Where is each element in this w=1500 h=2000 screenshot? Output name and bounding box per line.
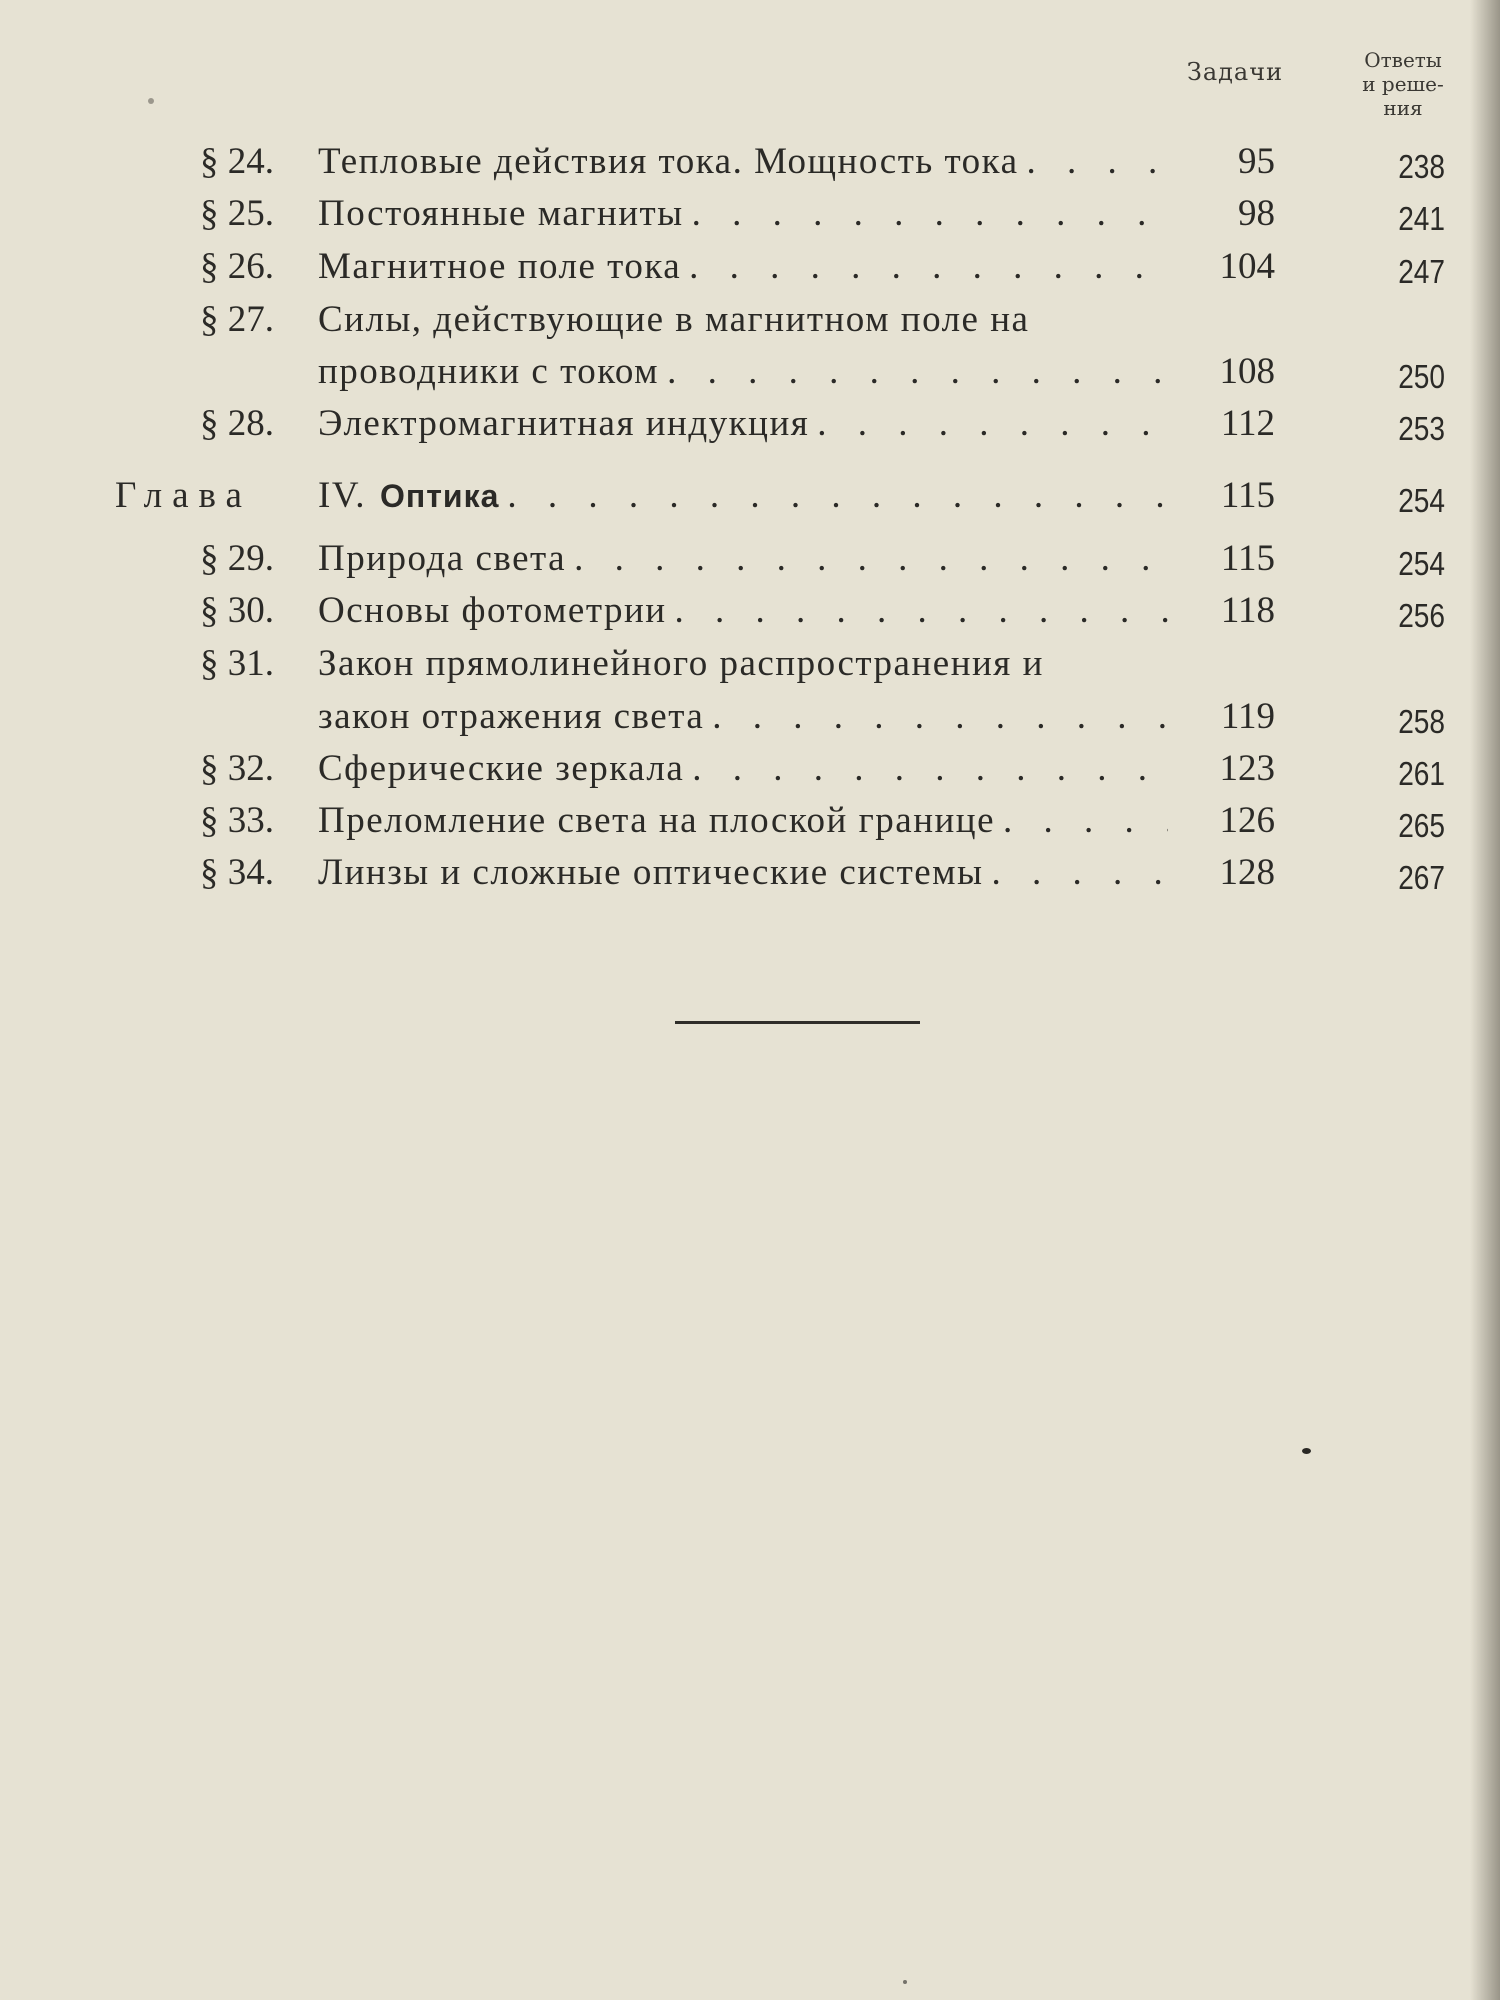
task-page: 104 [1219,246,1275,287]
task-page: 119 [1220,696,1275,737]
section-title-line [318,747,1168,799]
section-title-line [318,589,1168,641]
column-header-answers [1348,48,1458,120]
section-title: Постоянные магниты [318,193,684,234]
end-rule [675,1021,920,1024]
section-title: Сферические зеркала [318,748,685,789]
section-title-continued: проводники с током [318,351,660,392]
toc-entry-24 [0,140,1500,192]
answer-page: 241 [1398,200,1445,237]
answer-page: 253 [1398,410,1445,447]
chapter-title: Оптика [380,478,500,514]
toc-entry-32 [0,747,1500,799]
section-title: Основы фотометрии [318,590,667,631]
task-page: 126 [1219,800,1275,841]
section-title: Силы, действующие в магнитном поле на [318,299,1030,340]
answer-page: 238 [1398,148,1445,185]
toc-entry-29 [0,537,1500,589]
section-title-line [318,695,1168,747]
answer-page: 267 [1398,859,1445,896]
section-number: § 28. [200,403,274,444]
task-page: 128 [1219,852,1275,893]
toc-entry-26 [0,245,1500,297]
chapter-title-line [318,474,1168,526]
dot-leader [991,851,1168,894]
section-number: § 33. [200,800,274,841]
toc-entry-33 [0,799,1500,851]
section-number: § 26. [200,246,274,287]
section-title: Закон прямолинейного распространения и [318,643,1044,684]
dot-leader [1003,799,1168,842]
section-number: § 31. [200,643,274,684]
chapter-label: Глава [115,475,252,516]
section-number: § 30. [200,590,274,631]
answer-page: 254 [1398,482,1445,519]
answer-page: 265 [1398,807,1445,844]
dot-leader [1027,140,1168,183]
task-page: 95 [1238,141,1275,182]
section-title-line [318,245,1168,297]
section-title: Магнитное поле тока [318,246,682,287]
answer-page: 261 [1398,755,1445,792]
dot-leader [507,474,1168,517]
dot-leader [667,350,1168,393]
section-title: Природа света [318,538,567,579]
answer-page: 254 [1398,545,1445,582]
toc-entry-34 [0,851,1500,903]
section-number: § 32. [200,748,274,789]
section-title: Линзы и сложные оптические системы [318,852,984,893]
section-number: § 29. [200,538,274,579]
answer-page: 247 [1398,253,1445,290]
answer-page: 258 [1398,703,1445,740]
toc-chapter-4 [0,474,1500,526]
dot-leader [574,537,1168,580]
dot-leader [689,245,1168,288]
toc-entry-31 [0,642,1500,694]
dot-leader [712,695,1168,738]
section-title-line [318,350,1168,402]
task-page: 98 [1238,193,1275,234]
toc-entry-28 [0,402,1500,454]
section-title: Тепловые действия тока. Мощность тока [318,141,1019,182]
dot-leader [692,192,1168,235]
task-page: 118 [1220,590,1275,631]
answers-header-line-2: и реше- [1362,72,1444,96]
task-page: 115 [1220,538,1275,579]
answer-page: 256 [1398,597,1445,634]
toc-entry-27 [0,298,1500,350]
chapter-number: IV. [318,475,367,516]
answers-header-line-1: Ответы [1364,48,1442,72]
toc-entry-25 [0,192,1500,244]
section-title-line [318,402,1168,454]
column-header-tasks: Задачи [1186,58,1284,86]
ink-speck [148,98,154,104]
section-title-line [318,851,1168,903]
section-title-line [318,140,1168,192]
dot-leader [692,747,1168,790]
task-page: 115 [1220,475,1275,516]
answer-page: 250 [1398,358,1445,395]
toc-entry-31-cont [0,695,1500,747]
section-number: § 24. [200,141,274,182]
section-title: Преломление света на плоской границе [318,800,996,841]
answers-header-line-3: ния [1383,96,1423,120]
ink-speck [1302,1448,1311,1454]
task-page: 108 [1219,351,1275,392]
section-number: § 27. [200,299,274,340]
section-number: § 34. [200,852,274,893]
ink-speck [903,1980,907,1984]
section-title-line [318,799,1168,851]
task-page: 112 [1220,403,1275,444]
section-title: Электромагнитная индукция [318,403,810,444]
section-title-continued: закон отражения света [318,696,705,737]
section-number: § 25. [200,193,274,234]
section-title-line [318,192,1168,244]
toc-entry-27-cont [0,350,1500,402]
dot-leader [817,402,1168,445]
section-title-line [318,537,1168,589]
toc-entry-30 [0,589,1500,641]
dot-leader [675,589,1168,632]
task-page: 123 [1219,748,1275,789]
